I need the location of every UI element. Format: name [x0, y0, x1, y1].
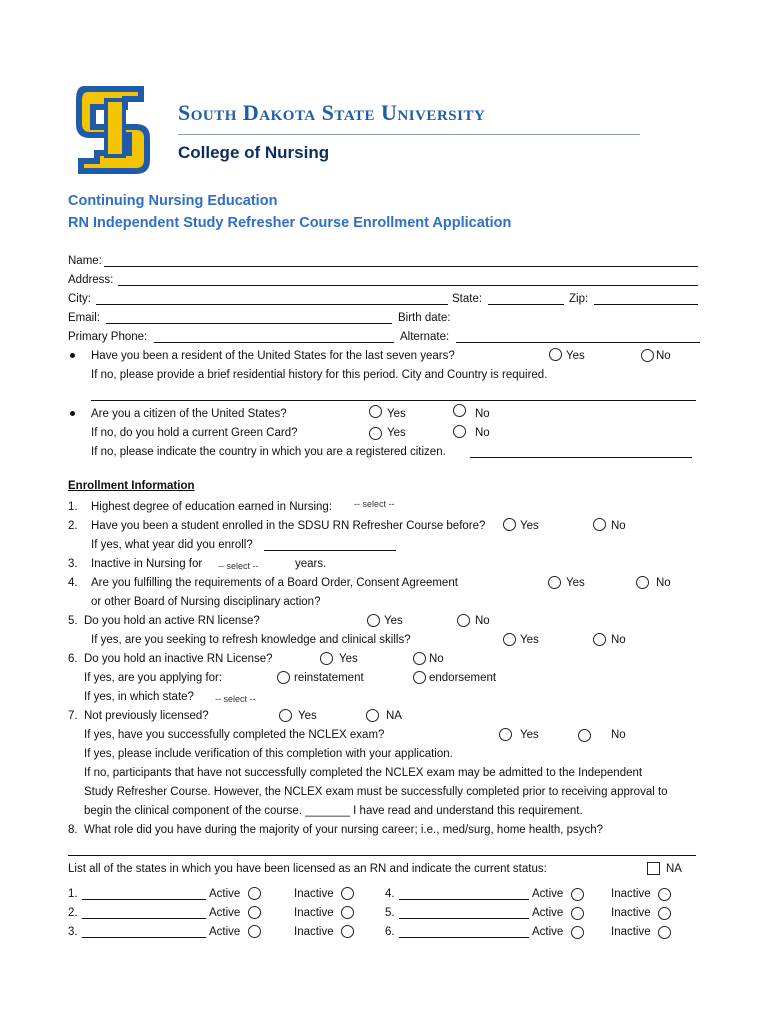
state-row-field[interactable]	[82, 899, 206, 900]
college-name: College of Nursing	[178, 143, 330, 162]
nclex-no-label: No	[611, 729, 626, 741]
active-license-no-radio[interactable]	[457, 614, 470, 627]
citizenship-country-label: If no, please indicate the country in which you are a registered citizen.	[91, 446, 446, 458]
inactive-years-select[interactable]: -- select --	[218, 561, 259, 571]
inactive-radio[interactable]	[658, 888, 671, 901]
residency-yes-label: Yes	[566, 350, 585, 362]
refresh-no-radio[interactable]	[593, 633, 606, 646]
not-licensed-yes-label: Yes	[298, 710, 317, 722]
active-license-question: Do you hold an active RN license?	[84, 615, 260, 627]
inactive-label: Inactive	[611, 888, 651, 900]
active-radio[interactable]	[248, 906, 261, 919]
board-order-yes-label: Yes	[566, 577, 585, 589]
item-number: 4.	[68, 577, 78, 589]
state-row-number: 1.	[68, 888, 78, 900]
citizen-question: Are you a citizen of the United States?	[91, 408, 287, 420]
which-state-label: If yes, in which state?	[84, 691, 194, 703]
residency-question: Have you been a resident of the United States for the last seven years?	[91, 350, 455, 362]
inactive-label: Inactive	[294, 888, 334, 900]
residency-yes-radio[interactable]	[549, 348, 562, 361]
active-license-yes-label: Yes	[384, 615, 403, 627]
nclex-yes-label: Yes	[520, 729, 539, 741]
nclex-question: If yes, have you successfully completed the NCLEX exam?	[84, 729, 385, 741]
primary-phone-field[interactable]	[154, 342, 394, 343]
endorsement-label: endorsement	[429, 672, 497, 684]
header-rule	[178, 134, 640, 135]
reinstatement-radio[interactable]	[277, 671, 290, 684]
alternate-label: Alternate:	[400, 331, 450, 343]
nclex-paragraph-line3: begin the clinical component of the course. _______ I have read and understand this requirement.	[84, 805, 583, 817]
state-row-number: 6.	[385, 926, 395, 938]
states-na-label: NA	[666, 863, 682, 875]
enroll-year-label: If yes, what year did you enroll?	[91, 539, 253, 551]
zip-label: Zip:	[569, 293, 589, 305]
state-row-field[interactable]	[399, 918, 529, 919]
inactive-license-yes-radio[interactable]	[320, 652, 333, 665]
inactive-years-label: years.	[295, 558, 327, 570]
prior-enrollment-no-radio[interactable]	[593, 518, 606, 531]
degree-select[interactable]: -- select --	[354, 499, 395, 509]
states-na-checkbox[interactable]	[647, 862, 660, 875]
state-row-field[interactable]	[82, 937, 206, 938]
board-order-question: Are you fulfilling the requirements of a Board Order, Consent Agreement	[91, 577, 458, 589]
not-licensed-yes-radio[interactable]	[279, 709, 292, 722]
active-radio[interactable]	[571, 907, 584, 920]
refresh-yes-label: Yes	[520, 634, 539, 646]
inactive-radio[interactable]	[341, 925, 354, 938]
state-row-number: 2.	[68, 907, 78, 919]
enroll-year-field[interactable]	[264, 550, 396, 551]
state-field[interactable]	[488, 304, 564, 305]
state-row-field[interactable]	[82, 918, 206, 919]
item-number: 5.	[68, 615, 78, 627]
active-license-yes-radio[interactable]	[367, 614, 380, 627]
page-title-line1: Continuing Nursing Education	[68, 193, 278, 209]
refresh-yes-radio[interactable]	[503, 633, 516, 646]
city-label: City:	[68, 293, 91, 305]
board-order-question-cont: or other Board of Nursing disciplinary action?	[91, 596, 321, 608]
endorsement-radio[interactable]	[413, 671, 426, 684]
name-field[interactable]	[104, 266, 698, 267]
not-licensed-na-label: NA	[386, 710, 402, 722]
active-label: Active	[532, 907, 564, 919]
nclex-no-radio[interactable]	[578, 729, 591, 742]
city-field[interactable]	[96, 304, 448, 305]
inactive-radio[interactable]	[658, 907, 671, 920]
residency-no-radio[interactable]	[641, 349, 654, 362]
state-row-number: 5.	[385, 907, 395, 919]
green-card-yes-radio[interactable]	[369, 427, 382, 440]
green-card-no-radio[interactable]	[453, 425, 466, 438]
item-number: 7.	[68, 710, 78, 722]
inactive-question: Inactive in Nursing for	[91, 558, 203, 570]
reinstatement-label: reinstatement	[294, 672, 364, 684]
primary-phone-label: Primary Phone:	[68, 331, 148, 343]
active-label: Active	[532, 926, 564, 938]
sdsu-logo	[66, 80, 161, 178]
birth-date-label: Birth date:	[398, 312, 451, 324]
state-row-field[interactable]	[399, 937, 529, 938]
inactive-radio[interactable]	[341, 887, 354, 900]
inactive-radio[interactable]	[658, 926, 671, 939]
enrollment-heading: Enrollment Information	[68, 480, 195, 492]
inactive-license-yes-label: Yes	[339, 653, 358, 665]
residency-history-field[interactable]	[91, 400, 696, 401]
residency-followup: If no, please provide a brief residential history for this period. City and Country is required.	[91, 369, 548, 381]
zip-field[interactable]	[594, 304, 698, 305]
prior-enrollment-yes-label: Yes	[520, 520, 539, 532]
prior-enrollment-no-label: No	[611, 520, 626, 532]
active-label: Active	[532, 888, 564, 900]
residency-no-label: No	[656, 350, 671, 362]
not-licensed-question: Not previously licensed?	[84, 710, 209, 722]
item-number: 6.	[68, 653, 78, 665]
green-card-no-label: No	[475, 427, 490, 439]
state-row-number: 4.	[385, 888, 395, 900]
address-field[interactable]	[118, 285, 698, 286]
active-label: Active	[209, 888, 241, 900]
email-field[interactable]	[106, 323, 392, 324]
inactive-license-no-radio[interactable]	[413, 652, 426, 665]
inactive-label: Inactive	[611, 926, 651, 938]
inactive-license-no-label: No	[429, 653, 444, 665]
degree-question: Highest degree of education earned in Nursing:	[91, 501, 333, 513]
nursing-role-field[interactable]	[68, 855, 696, 856]
inactive-license-question: Do you hold an inactive RN License?	[84, 653, 273, 665]
not-licensed-na-radio[interactable]	[366, 709, 379, 722]
active-radio[interactable]	[248, 887, 261, 900]
state-label: State:	[452, 293, 483, 305]
item-number: 8.	[68, 824, 78, 836]
states-prompt: List all of the states in which you have been licensed as an RN and indicate the current status:	[68, 863, 547, 875]
green-card-question: If no, do you hold a current Green Card?	[91, 427, 298, 439]
page-title-line2: RN Independent Study Refresher Course Enrollment Application	[68, 215, 512, 231]
inactive-label: Inactive	[611, 907, 651, 919]
active-license-no-label: No	[475, 615, 490, 627]
state-row-number: 3.	[68, 926, 78, 938]
green-card-yes-label: Yes	[387, 427, 406, 439]
citizen-no-label: No	[475, 408, 490, 420]
prior-enrollment-question: Have you been a student enrolled in the SDSU RN Refresher Course before?	[91, 520, 486, 532]
active-radio[interactable]	[571, 888, 584, 901]
board-order-yes-radio[interactable]	[548, 576, 561, 589]
name-label: Name:	[68, 255, 102, 267]
active-label: Active	[209, 907, 241, 919]
nclex-verify-text: If yes, please include verification of this completion with your application.	[84, 748, 453, 760]
board-order-no-label: No	[656, 577, 671, 589]
state-row-field[interactable]	[399, 899, 529, 900]
university-name: South Dakota State University	[178, 100, 486, 125]
item-number: 1.	[68, 501, 78, 513]
active-label: Active	[209, 926, 241, 938]
board-order-no-radio[interactable]	[636, 576, 649, 589]
inactive-label: Inactive	[294, 907, 334, 919]
citizen-yes-label: Yes	[387, 408, 406, 420]
refresh-question: If yes, are you seeking to refresh knowledge and clinical skills?	[91, 634, 411, 646]
prior-enrollment-yes-radio[interactable]	[503, 518, 516, 531]
active-radio[interactable]	[571, 926, 584, 939]
nclex-paragraph-line2: Study Refresher Course. However, the NCLEX exam must be successfully completed prior to receiving approval to	[84, 786, 668, 798]
address-label: Address:	[68, 274, 114, 286]
alternate-field[interactable]	[456, 342, 700, 343]
nclex-paragraph-line1: If no, participants that have not successfully completed the NCLEX exam may be admitted to the Independent	[84, 767, 643, 779]
item-number: 2.	[68, 520, 78, 532]
nclex-yes-radio[interactable]	[499, 728, 512, 741]
item-number: 3.	[68, 558, 78, 570]
which-state-select[interactable]: -- select --	[215, 694, 256, 704]
email-label: Email:	[68, 312, 100, 324]
applying-for-label: If yes, are you applying for:	[84, 672, 223, 684]
inactive-radio[interactable]	[341, 906, 354, 919]
citizen-no-radio[interactable]	[453, 404, 466, 417]
bullet	[70, 411, 75, 416]
citizenship-country-field[interactable]	[470, 457, 692, 458]
inactive-label: Inactive	[294, 926, 334, 938]
active-radio[interactable]	[248, 925, 261, 938]
bullet	[70, 353, 75, 358]
citizen-yes-radio[interactable]	[369, 405, 382, 418]
nursing-role-question: What role did you have during the majority of your nursing career; i.e., med/surg, home health, psych?	[84, 824, 604, 836]
refresh-no-label: No	[611, 634, 626, 646]
